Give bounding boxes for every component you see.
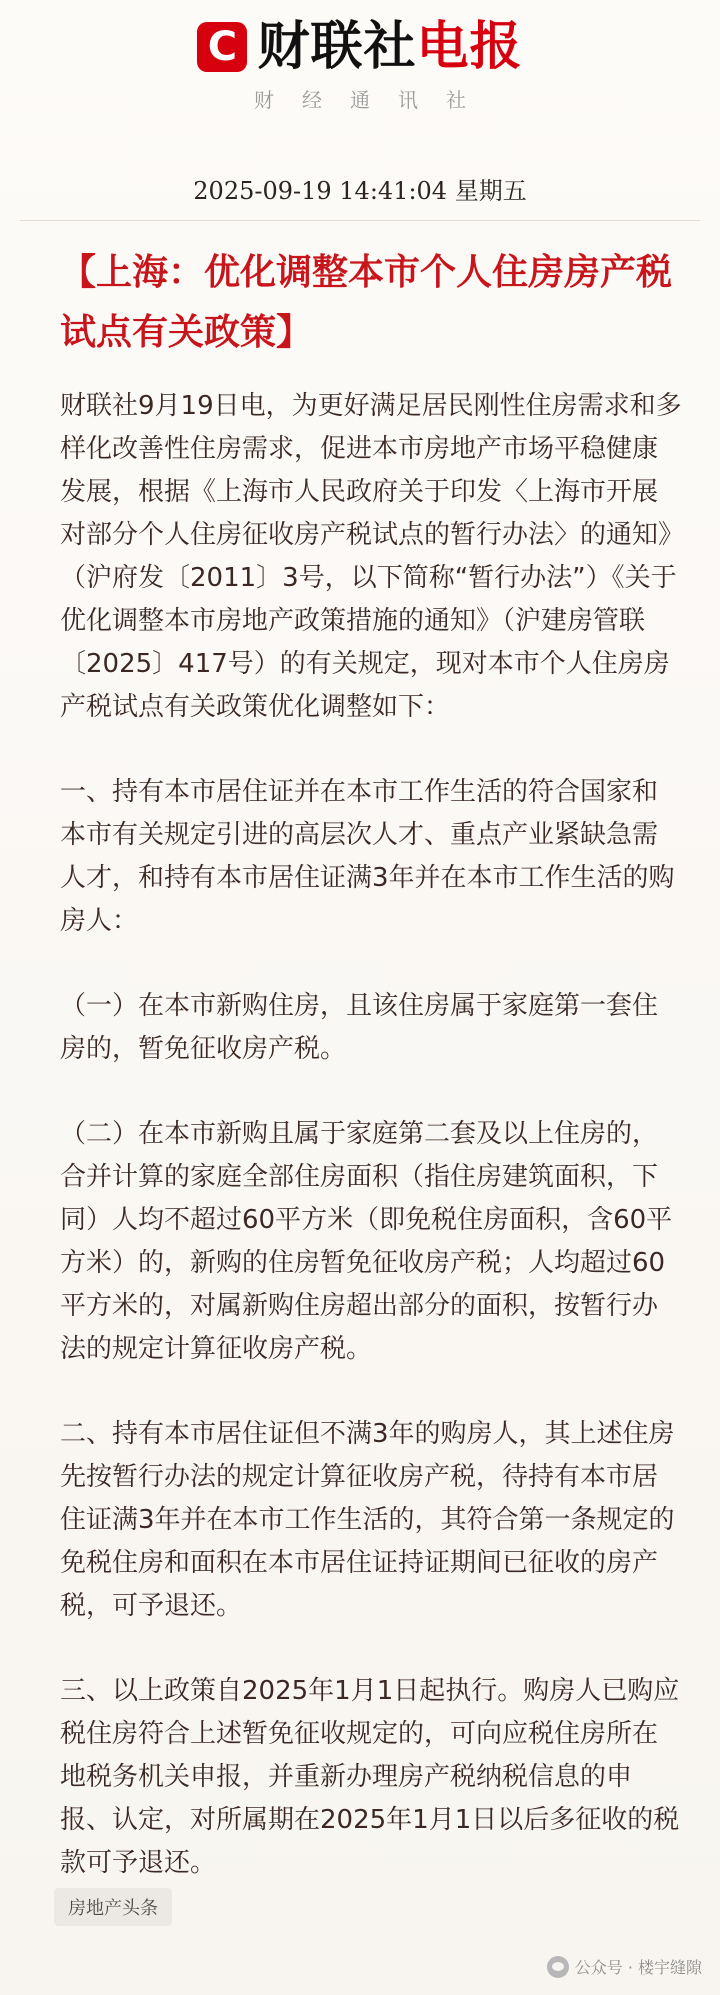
watermark-text: 公众号 · 楼宇缝隙: [574, 1958, 702, 1977]
paragraph-clause-3: 三、以上政策自2025年1月1日起执行。购房人已购应税住房符合上述暂免征收规定的，可向应税住房所在地税务机关申报，并重新办理房产税纳税信息的申报、认定，对所属期在2025年1月1日以后多征收的税款可予退还。: [60, 1676, 680, 1878]
brand-name: [257, 18, 522, 76]
masthead: [0, 0, 720, 76]
watermark: [547, 1955, 702, 1978]
brand-name-part1: 财联社: [257, 17, 417, 77]
brand-subtitle: 财经通讯社: [254, 88, 494, 112]
paragraph-clause-2: 二、持有本市居住证但不满3年的购房人，其上述住房先按暂行办法的规定计算征收房产税，待持有本市居住证满3年并在本市工作生活的，其符合第一条规定的免税住房和面积在本市居住证持证期间已征收的房产税，可予退还。: [60, 1419, 675, 1621]
divider: [20, 220, 700, 221]
topic-tag[interactable]: 房地产头条: [54, 1888, 172, 1926]
cls-logo-icon: C: [197, 22, 247, 72]
paragraph-clause-1: 一、持有本市居住证并在本市工作生活的符合国家和本市有关规定引进的高层次人才、重点产业紧缺急需人才，和持有本市居住证满3年并在本市工作生活的购房人：: [60, 777, 675, 936]
paragraph-clause-1-1: （一）在本市新购住房，且该住房属于家庭第一套住房的，暂免征收房产税。: [60, 991, 659, 1064]
wechat-icon: [547, 1956, 569, 1978]
article-body: [60, 385, 682, 1885]
paragraph-clause-1-2: （二）在本市新购且属于家庭第二套及以上住房的，合并计算的家庭全部住房面积（指住房建筑面积，下同）人均不超过60平方米（即免税住房面积，含60平方米）的，新购的住房暂免征收房产税；人均超过60平方米的，对属新购住房超出部分的面积，按暂行办法的规定计算征收房产税。: [60, 1119, 673, 1364]
article-headline: 【上海：优化调整本市个人住房房产税试点有关政策】: [60, 252, 673, 353]
publish-datetime: 2025-09-19 14:41:04 星期五: [193, 177, 527, 205]
brand-name-part2: 电报: [416, 17, 523, 77]
paragraph-intro: 财联社9月19日电，为更好满足居民刚性住房需求和多样化改善性住房需求，促进本市房地产市场平稳健康发展，根据《上海市人民政府关于印发〈上海市开展对部分个人住房征收房产税试点的暂行办法〉的通知》（沪府发〔2011〕3号，以下简称“暂行办法”）《关于优化调整本市房地产政策措施的通知》（沪建房管联〔2025〕417号）的有关规定，现对本市个人住房房产税试点有关政策优化调整如下：: [60, 391, 682, 722]
